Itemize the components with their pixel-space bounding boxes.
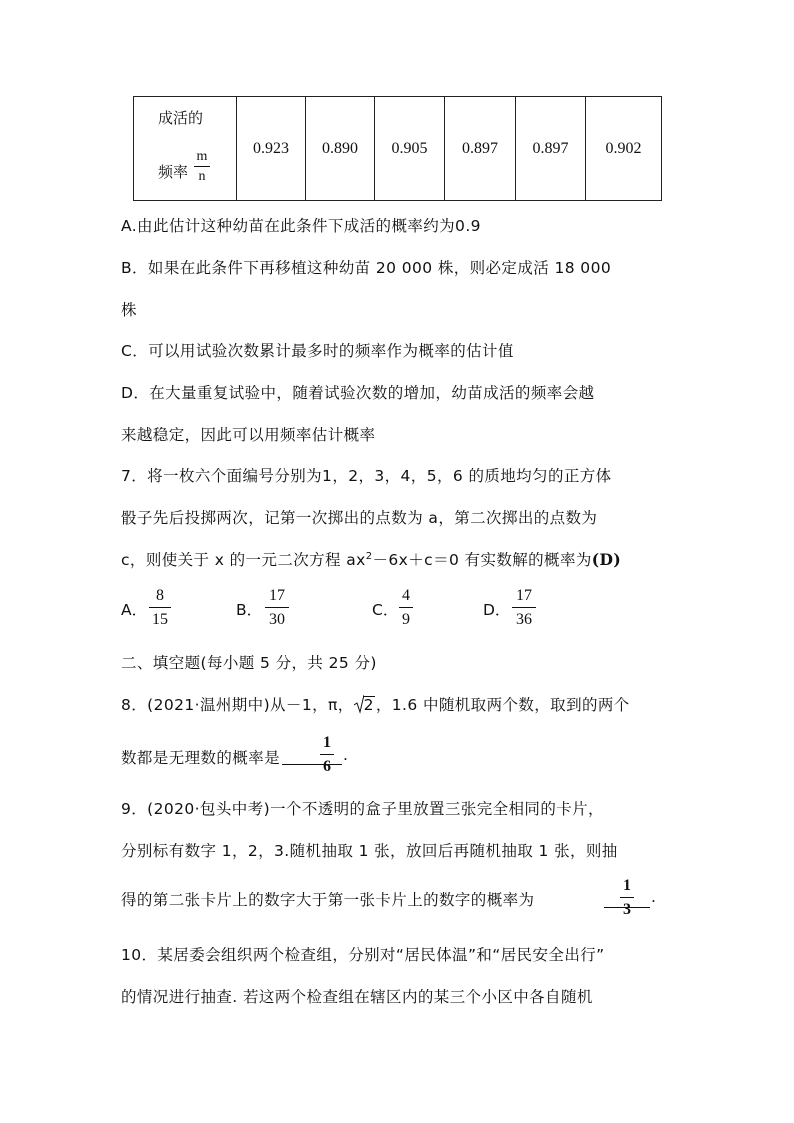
q7-option-fraction xyxy=(149,587,171,629)
q7-option-fraction xyxy=(265,587,289,629)
fraction-denominator: 15 xyxy=(152,611,168,628)
fraction-denominator: 36 xyxy=(516,611,532,628)
q9-answer-fraction xyxy=(620,877,634,919)
fraction-numerator: 4 xyxy=(399,587,413,608)
table-row xyxy=(134,97,662,201)
q8-line1 xyxy=(121,693,630,715)
q8-line2: 数都是无理数的概率是 xyxy=(121,749,281,767)
table-cell: 0.923 xyxy=(237,97,306,201)
q8-line1-text-b: ，1.6 中随机取两个数，取到的两个 xyxy=(375,696,630,714)
q7-option-label: A． xyxy=(121,601,148,619)
fraction-numerator: 17 xyxy=(265,587,289,608)
q6-option-c: C．可以用试验次数累计最多时的频率作为概率的估计值 xyxy=(121,342,514,360)
q9-line3: 得的第二张卡片上的数字大于第一张卡片上的数字的概率为 xyxy=(121,891,535,909)
q9-period: . xyxy=(651,888,656,906)
q7-option-fraction xyxy=(512,587,536,629)
q9-line1: 9．(2020·包头中考)一个不透明的盒子里放置三张完全相同的卡片， xyxy=(121,800,604,818)
q7-line2: 骰子先后投掷两次，记第一次掷出的点数为 a，第二次掷出的点数为 xyxy=(121,509,598,527)
q9-line2: 分别标有数字 1，2，3.随机抽取 1 张，放回后再随机抽取 1 张，则抽 xyxy=(121,842,618,860)
q8-answer-fraction xyxy=(320,734,334,776)
fraction-numerator: 1 xyxy=(620,877,634,898)
m-over-n-fraction xyxy=(194,149,210,184)
q6-option-d-line1: D．在大量重复试验中，随着试验次数的增加，幼苗成活的频率会越 xyxy=(121,384,595,402)
sqrt-argument: 2 xyxy=(363,696,374,714)
q7-option-label: C． xyxy=(372,601,399,619)
fraction-numerator: 8 xyxy=(149,587,171,608)
fraction-denominator: 6 xyxy=(323,758,331,775)
fraction-denominator: n xyxy=(198,169,206,184)
q7-option-label: B． xyxy=(236,601,263,619)
q7-option-label: D． xyxy=(483,601,511,619)
section-heading: 二、填空题(每小题 5 分，共 25 分) xyxy=(121,654,377,672)
fraction-denominator: 30 xyxy=(269,611,285,628)
q7-line3-text-a: c，则使关于 x 的一元二次方程 ax xyxy=(121,551,366,569)
fraction-numerator: 1 xyxy=(320,734,334,755)
fraction-denominator: 3 xyxy=(623,901,631,918)
fraction-numerator: 17 xyxy=(512,587,536,608)
q7-answer: (D) xyxy=(591,550,622,569)
q7-line1: 7．将一枚六个面编号分别为1，2，3，4，5，6 的质地均匀的正方体 xyxy=(121,467,612,485)
q7-line3-text-b: －6x＋c＝0 有实数解的概率为 xyxy=(372,551,592,569)
table-header-cell xyxy=(134,97,237,201)
table-cell: 0.890 xyxy=(306,97,375,201)
fraction-denominator: 9 xyxy=(402,611,410,628)
q6-option-d-line2: 来越稳定，因此可以用频率估计概率 xyxy=(121,426,376,444)
q6-option-b-line1: B．如果在此条件下再移植这种幼苗 20 000 株，则必定成活 18 000 xyxy=(121,259,612,277)
table-cell: 0.905 xyxy=(375,97,445,201)
fraction-numerator: m xyxy=(194,149,210,167)
q6-option-a: A.由此估计这种幼苗在此条件下成活的概率约为0.9 xyxy=(121,217,481,235)
table-cell: 0.897 xyxy=(445,97,516,201)
q8-period: . xyxy=(343,746,348,764)
sqrt-symbol xyxy=(354,696,375,714)
table-cell: 0.897 xyxy=(516,97,586,201)
q10-line1: 10．某居委会组织两个检查组，分别对“居民体温”和“居民安全出行” xyxy=(121,946,605,964)
header-label-line1: 成活的 xyxy=(158,109,204,127)
header-label-line2: 频率 xyxy=(158,163,189,181)
table-cell: 0.902 xyxy=(586,97,662,201)
q6-option-b-line2: 株 xyxy=(121,301,137,319)
q10-line2: 的情况进行抽查. 若这两个检查组在辖区内的某三个小区中各自随机 xyxy=(121,988,593,1006)
survival-frequency-table xyxy=(133,96,662,201)
q7-option-fraction xyxy=(399,587,413,629)
q8-line1-text-a: 8．(2021·温州期中)从－1，π， xyxy=(121,696,354,714)
q7-line3 xyxy=(121,548,621,570)
q7-exponent: 2 xyxy=(365,550,373,562)
